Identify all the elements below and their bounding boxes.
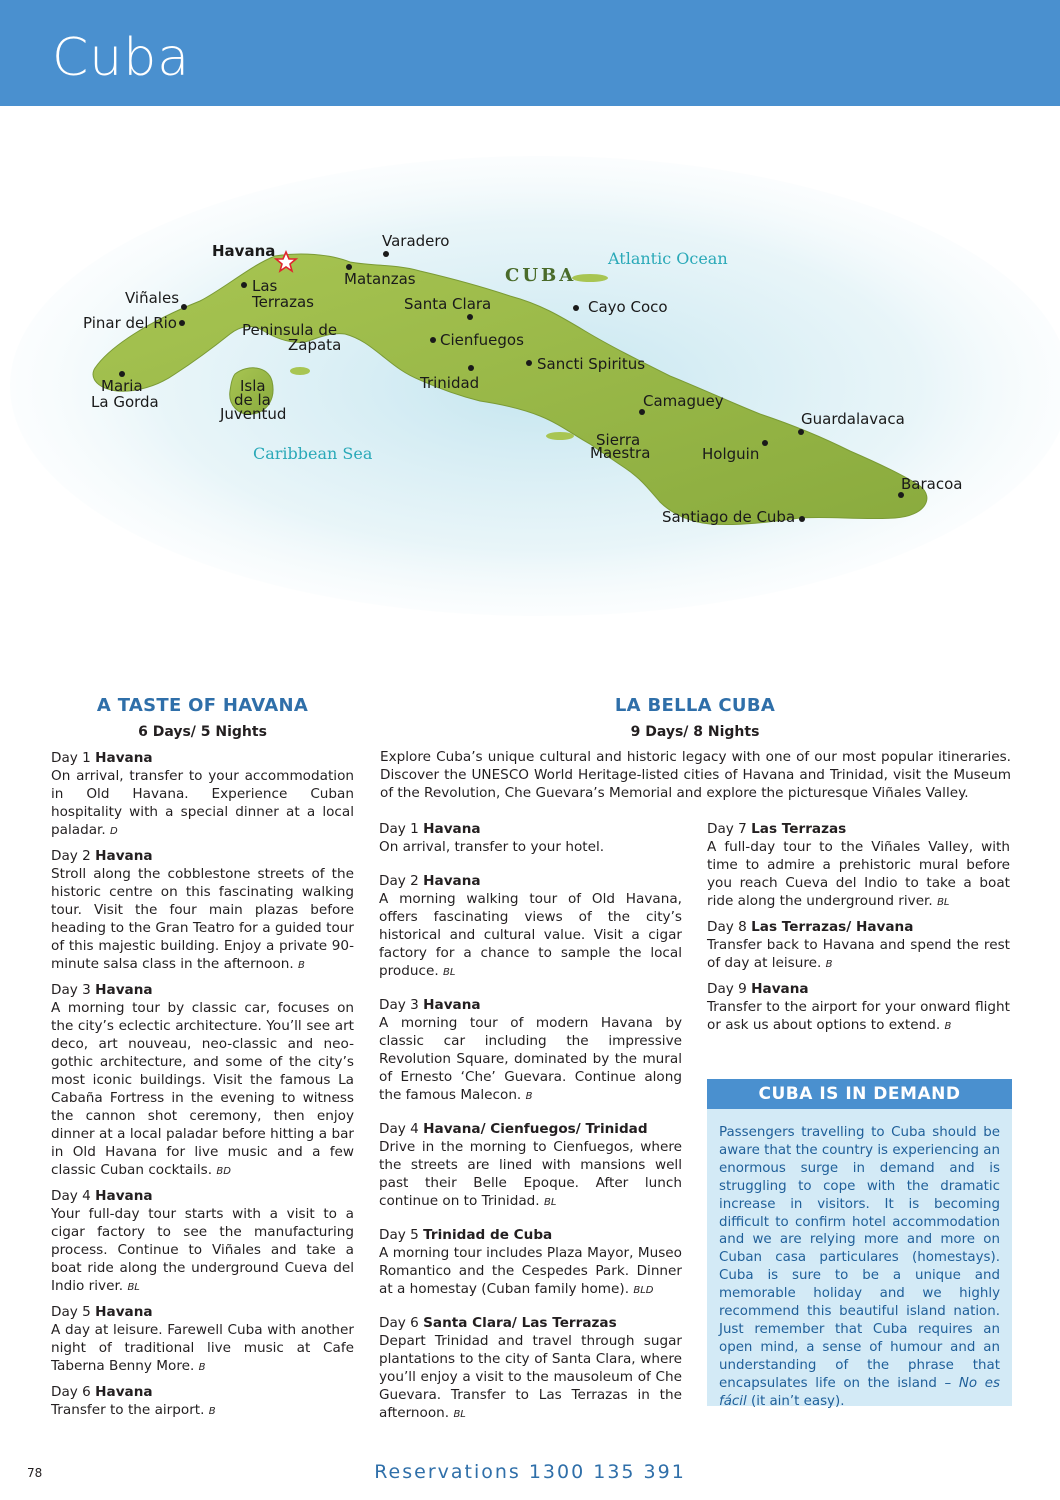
- itinerary-day: [379, 996, 682, 1106]
- map-dot: [799, 516, 805, 522]
- page-title: Cuba: [52, 28, 191, 88]
- day-destination: Havana: [423, 997, 481, 1013]
- day-number: Day 8: [707, 919, 747, 935]
- map-dot: [468, 365, 474, 371]
- meal-code: BD: [216, 1166, 231, 1177]
- map-label-matanzas: Matanzas: [344, 270, 416, 288]
- map-dot: [762, 440, 768, 446]
- meal-code: B: [208, 1406, 216, 1417]
- meal-code: BL: [543, 1197, 557, 1208]
- day-description: [51, 999, 354, 1181]
- cay-shape: [290, 367, 310, 375]
- section-title: A TASTE OF HAVANA: [96, 695, 309, 716]
- itinerary-column: [707, 820, 1010, 1042]
- itinerary-day: [707, 820, 1010, 912]
- day-destination: Las Terrazas/ Havana: [751, 919, 914, 935]
- day-description: [379, 1138, 682, 1212]
- day-destination: Havana: [95, 982, 153, 998]
- day-number: Day 1: [379, 821, 419, 837]
- cuba-map-graphic: [0, 106, 1060, 666]
- itinerary-day: [51, 847, 354, 975]
- map-label-atlantic: Atlantic Ocean: [608, 249, 728, 268]
- day-destination: Havana: [95, 1384, 153, 1400]
- map-dot: [798, 429, 804, 435]
- day-description: [51, 865, 354, 975]
- day-text: Transfer back to Havana and spend the rest of day at leisure.: [707, 937, 1010, 971]
- day-description: [379, 838, 682, 858]
- day-text: Transfer to the airport for your onward flight or ask us about options to extend.: [707, 999, 1010, 1033]
- day-heading: [51, 847, 354, 865]
- map-label-trinidad: Trinidad: [420, 374, 480, 392]
- demand-title: CUBA IS IN DEMAND: [707, 1079, 1012, 1109]
- day-number: Day 2: [379, 873, 419, 889]
- map-label-sierra-maestra: Maestra: [590, 444, 651, 462]
- demand-phrase: No es fácil: [719, 1375, 1000, 1409]
- day-heading: [379, 1120, 682, 1138]
- day-heading: [51, 1303, 354, 1321]
- day-text: A day at leisure. Farewell Cuba with another night of traditional live music at Cafe Taberna Benny More.: [51, 1322, 354, 1374]
- day-number: Day 3: [379, 997, 419, 1013]
- day-number: Day 1: [51, 750, 91, 766]
- day-text: On arrival, transfer to your accommodation in Old Havana. Experience Cuban hospitality with a special dinner at a local paladar.: [51, 768, 354, 838]
- demand-text: [707, 1109, 1012, 1411]
- day-description: [51, 1401, 354, 1421]
- day-text: Depart Trinidad and travel through sugar plantations to the city of Santa Clara, where you’ll enjoy a visit to the mausoleum of Che Guevara. Transfer to Las Terrazas in the afternoon.: [379, 1333, 682, 1421]
- map-label-havana: Havana: [212, 242, 276, 260]
- map-dot: [526, 360, 532, 366]
- day-text: A morning tour by classic car, focuses on the city’s eclectic architecture. You’ll see art deco, art nouveau, neo-classic and neo-gothic architecture, and some of the city’s most iconic buildings. Visit the famous La Cabaña Fortress in the evening to witness the cannon shot ceremony, then enjoy dinner at a local paladar before hitting a bar in Old Havana for live music and a few classic Cuban cocktails.: [51, 1000, 354, 1178]
- cay-shape: [546, 432, 574, 440]
- day-text: On arrival, transfer to your hotel.: [379, 839, 605, 855]
- section-title: LA BELLA CUBA: [614, 695, 776, 716]
- day-text: A full-day tour to the Viñales Valley, with time to admire a prehistoric mural before you reach Cueva del Indio to take a boat ride along the underground river.: [707, 839, 1010, 909]
- day-description: [51, 1205, 354, 1297]
- day-number: Day 7: [707, 821, 747, 837]
- itinerary-day: [51, 981, 354, 1181]
- map-label-santa-clara: Santa Clara: [404, 295, 492, 313]
- map-label-maria-la-gorda: La Gorda: [91, 393, 159, 411]
- map-label-camaguey: Camaguey: [643, 392, 724, 410]
- la-bella-cuba-header: [380, 697, 1011, 802]
- day-destination: Havana: [423, 821, 481, 837]
- day-number: Day 4: [379, 1121, 419, 1137]
- cay-shape: [572, 274, 608, 282]
- demand-body: Passengers travelling to Cuba should be aware that the country is experiencing an enormous surge in demand and is struggling to cope with the dramatic increase in visitors. It is becoming difficult to confirm hotel accommodation and we are relying more and more on Cuban casa particulares (homestays). Cuba is sure to be a unique and memorable holiday and we highly recommend this beautiful island nation. Just remember that Cuba requires an open mind, a sense of humour and an understanding of the phrase that encapsulates life on the island –: [719, 1125, 1000, 1391]
- day-number: Day 3: [51, 982, 91, 998]
- itinerary-column: [379, 820, 682, 1430]
- map-label-sierra-maestra: Sierra: [596, 431, 641, 449]
- day-heading: [379, 1226, 682, 1244]
- day-description: [379, 1332, 682, 1424]
- map-label-sancti-spiritus: Sancti Spiritus: [537, 355, 646, 373]
- day-destination: Havana: [95, 848, 153, 864]
- day-number: Day 5: [379, 1227, 419, 1243]
- itinerary-day: [51, 1303, 354, 1377]
- day-heading: [51, 749, 354, 767]
- itinerary-day: [379, 1226, 682, 1300]
- itinerary-day: [51, 1187, 354, 1297]
- day-description: [707, 936, 1010, 974]
- map-label-caribbean: Caribbean Sea: [253, 444, 373, 463]
- day-text: A morning walking tour of Old Havana, offers fascinating views of the city’s historical and cultural value. Visit a cigar factory for a chance to sample the local produce.: [379, 891, 682, 979]
- day-text: Your full-day tour starts with a visit to a cigar factory to see the manufacturing process. Continue to Viñales and take a boat ride along the underground Cueva del Indio river.: [51, 1206, 354, 1294]
- day-description: [51, 1321, 354, 1377]
- day-text: Drive in the morning to Cienfuegos, where the streets are lined with mansions well past their Belle Epoque. After lunch continue on to Trinidad.: [379, 1139, 682, 1209]
- itinerary-day: [51, 749, 354, 841]
- day-heading: [379, 1314, 682, 1332]
- map-dot: [573, 305, 579, 311]
- day-destination: Havana: [423, 873, 481, 889]
- day-text: A morning tour includes Plaza Mayor, Museo Romantico and the Cespedes Park. Dinner at a homestay (Cuban family home).: [379, 1245, 682, 1297]
- map-label-cayo-coco: Cayo Coco: [588, 298, 668, 316]
- map-dot: [430, 337, 436, 343]
- section-intro: Explore Cuba’s unique cultural and historic legacy with one of our most popular itineraries. Discover the UNESCO World Heritage-listed cities of Havana and Trinidad, visit the Museum of the Revolution, Che Guevara’s Memorial and explore the picturesque Viñales Valley.: [380, 749, 1011, 801]
- map-label-maria-la-gorda: Maria: [101, 377, 143, 395]
- meal-code: D: [110, 826, 118, 837]
- day-description: [51, 767, 354, 841]
- meal-code: B: [944, 1021, 952, 1032]
- itinerary-day: [707, 980, 1010, 1036]
- map-label-las-terrazas: Terrazas: [252, 293, 314, 311]
- map-label-cienfuegos: Cienfuegos: [440, 331, 524, 349]
- itinerary-day: [51, 1383, 354, 1421]
- day-destination: Havana: [95, 1188, 153, 1204]
- map-label-varadero: Varadero: [382, 232, 450, 250]
- meal-code: BLD: [633, 1285, 654, 1296]
- cuba-map: [0, 106, 1060, 666]
- demand-tail: (it ain’t easy).: [751, 1393, 845, 1409]
- day-text: Stroll along the cobblestone streets of the historic centre on this fascinating walking tour. Visit the four main plazas before heading to the Gran Teatro for a guided tour of this majestic building. Enjoy a private 90-minute salsa class in the afternoon.: [51, 866, 354, 972]
- map-label-isla: Isla: [240, 377, 266, 395]
- itinerary-list: [707, 820, 1010, 1036]
- day-heading: [379, 820, 682, 838]
- section-duration: 9 Days/ 8 Nights: [630, 724, 760, 740]
- map-dot: [179, 320, 185, 326]
- day-destination: Havana/ Cienfuegos/ Trinidad: [423, 1121, 648, 1137]
- map-label-las-terrazas: Las: [252, 277, 278, 295]
- meal-code: B: [298, 960, 305, 971]
- day-heading: [379, 872, 682, 890]
- day-heading: [707, 980, 1010, 998]
- reservations-line: Reservations 1300 135 391: [374, 1461, 686, 1483]
- day-destination: Havana: [95, 750, 153, 766]
- meal-code: BL: [937, 897, 950, 908]
- meal-code: B: [825, 959, 833, 970]
- cuba-in-demand-box: [707, 1079, 1012, 1409]
- day-destination: Santa Clara/ Las Terrazas: [423, 1315, 617, 1331]
- meal-code: BL: [127, 1282, 140, 1293]
- itinerary-day: [379, 1120, 682, 1212]
- map-dot: [467, 314, 473, 320]
- map-label-country: CUBA: [505, 265, 577, 286]
- map-label-pinar-del-rio: Pinar del Rio: [83, 314, 177, 332]
- map-label-santiago: Santiago de Cuba: [662, 508, 796, 526]
- page-number: 78: [27, 1466, 43, 1480]
- day-text: Transfer to the airport.: [51, 1402, 205, 1418]
- map-dot: [383, 251, 389, 257]
- map-label-guardalavaca: Guardalavaca: [801, 410, 905, 428]
- itinerary-day: [707, 918, 1010, 974]
- day-description: [707, 998, 1010, 1036]
- day-destination: Havana: [95, 1304, 153, 1320]
- day-destination: Havana: [751, 981, 809, 997]
- day-number: Day 6: [379, 1315, 419, 1331]
- meal-code: B: [525, 1091, 533, 1102]
- day-destination: Trinidad de Cuba: [423, 1227, 553, 1243]
- taste-of-havana-section: [51, 697, 354, 1427]
- itinerary-day: [379, 1314, 682, 1424]
- map-dot: [241, 282, 247, 288]
- map-label-holguin: Holguin: [702, 445, 760, 463]
- map-label-vinales: Viñales: [125, 289, 180, 307]
- day-heading: [707, 820, 1010, 838]
- day-heading: [51, 1383, 354, 1401]
- map-label-isla: Juventud: [220, 405, 287, 423]
- day-destination: Las Terrazas: [751, 821, 847, 837]
- map-label-isla: de la: [234, 391, 271, 409]
- map-label-baracoa: Baracoa: [901, 475, 963, 493]
- meal-code: BL: [442, 967, 456, 978]
- map-label-peninsula: Zapata: [288, 336, 342, 354]
- meal-code: BL: [453, 1409, 466, 1420]
- map-dot: [181, 304, 187, 310]
- day-description: [379, 1244, 682, 1300]
- day-heading: [707, 918, 1010, 936]
- day-description: [379, 1014, 682, 1106]
- day-heading: [51, 981, 354, 999]
- page-header: [0, 0, 1060, 106]
- day-number: Day 4: [51, 1188, 91, 1204]
- itinerary-list: [379, 820, 682, 1424]
- section-duration: 6 Days/ 5 Nights: [138, 724, 267, 740]
- itinerary-list: [51, 749, 354, 1421]
- map-label-peninsula: Peninsula de: [242, 321, 338, 339]
- day-description: [379, 890, 682, 982]
- day-description: [707, 838, 1010, 912]
- itinerary-day: [379, 820, 682, 858]
- day-number: Day 9: [707, 981, 747, 997]
- itinerary-day: [379, 872, 682, 982]
- day-heading: [379, 996, 682, 1014]
- meal-code: B: [198, 1362, 206, 1373]
- day-heading: [51, 1187, 354, 1205]
- day-number: Day 6: [51, 1384, 91, 1400]
- day-number: Day 2: [51, 848, 91, 864]
- day-text: A morning tour of modern Havana by classic car including the impressive Revolution Square, dominated by the mural of Ernesto ‘Che’ Guevara. Continue along the famous Malecon.: [379, 1015, 682, 1103]
- day-number: Day 5: [51, 1304, 91, 1320]
